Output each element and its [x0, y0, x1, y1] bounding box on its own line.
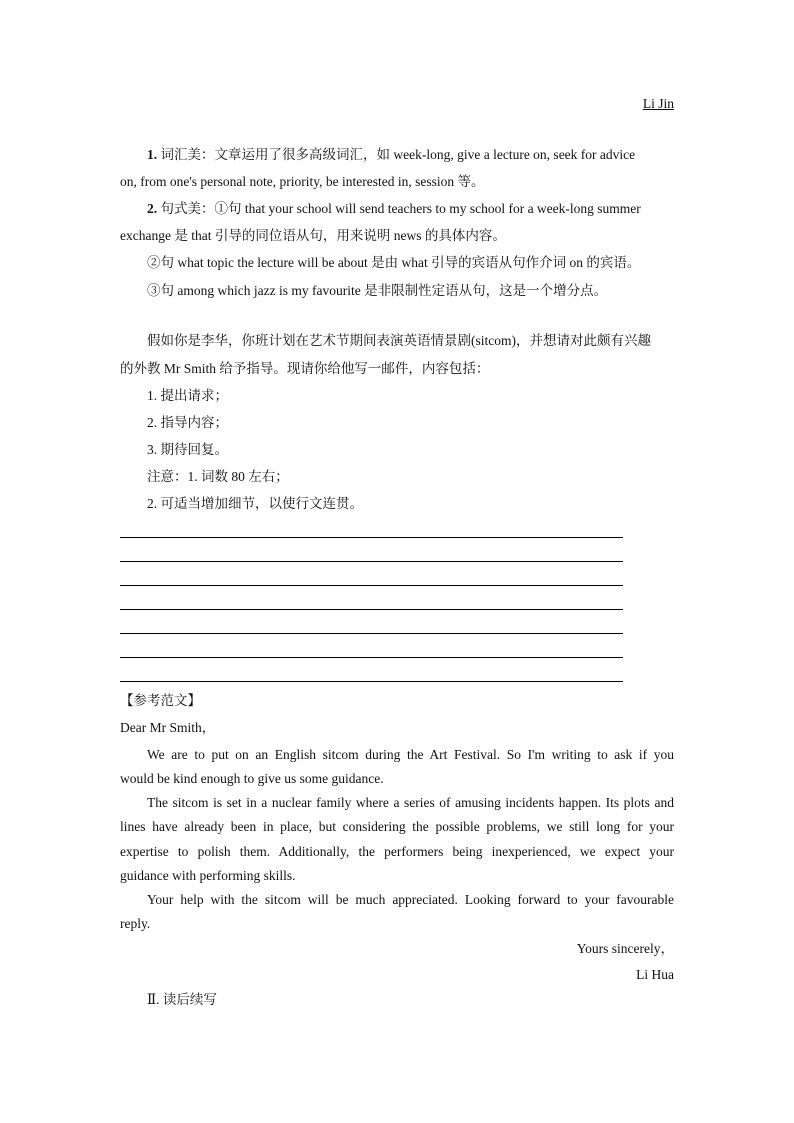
task-item-1: 1. 提出请求；	[147, 388, 228, 403]
answer-line[interactable]	[120, 633, 623, 634]
sample-body-line-2: would be kind enough to give us some guidance.	[120, 771, 384, 786]
author-name: Li Jin	[642, 96, 674, 111]
sample-body-line-5: expertise to polish them. Additionally, the performers being inexperienced, we expect your	[120, 844, 674, 859]
sample-body-line-3: The sitcom is set in a nuclear family where a series of amusing incidents happen. Its plots and	[147, 795, 674, 810]
sample-body-line-1: We are to put on an English sitcom during the Art Festival. So I'm writing to ask if you	[147, 747, 674, 762]
answer-line[interactable]	[120, 537, 623, 538]
task-intro-line-2: 的外教 Mr Smith 给予指导。现请你给他写一邮件，内容包括：	[120, 361, 490, 376]
analysis-point-2-label: 2.	[147, 201, 158, 216]
analysis-point-2-line-3: ②句 what topic the lecture will be about 是由 what 引导的宾语从句作介词 on 的宾语。	[147, 255, 641, 270]
sample-signature: Li Hua	[636, 967, 674, 982]
answer-line[interactable]	[120, 585, 623, 586]
answer-line[interactable]	[120, 681, 623, 682]
task-item-2: 2. 指导内容；	[147, 415, 228, 430]
answer-line[interactable]	[120, 561, 623, 562]
analysis-point-2-text: 句式美：①句 that your school will send teachers to my school for a week-long summer	[160, 201, 641, 216]
task-item-3: 3. 期待回复。	[147, 442, 228, 457]
answer-line[interactable]	[120, 609, 623, 610]
analysis-point-2-line-4: ③句 among which jazz is my favourite 是非限制性定语从句，这是一个增分点。	[147, 283, 608, 298]
sample-closing: Yours sincerely，	[576, 941, 674, 956]
analysis-point-1-line-1	[147, 146, 635, 164]
sample-body-line-6: guidance with performing skills.	[120, 868, 296, 883]
sample-body-line-7: Your help with the sitcom will be much appreciated. Looking forward to your favourable	[147, 892, 674, 907]
sample-body-line-8: reply.	[120, 916, 151, 931]
sample-salutation: Dear Mr Smith，	[120, 720, 216, 735]
analysis-point-2-line-1	[147, 200, 641, 218]
task-note-2: 2. 可适当增加细节，以使行文连贯。	[147, 496, 363, 511]
answer-line[interactable]	[120, 657, 623, 658]
analysis-point-1-text: 词汇美：文章运用了很多高级词汇，如 week-long, give a lecture on, seek for advice	[160, 147, 636, 162]
sample-body-line-4: lines have already been in place, but considering the possible problems, we still long for your	[120, 819, 674, 834]
task-intro-line-1: 假如你是李华，你班计划在艺术节期间表演英语情景剧(sitcom)，并想请对此颇有兴趣	[147, 333, 651, 348]
next-section-heading: Ⅱ. 读后续写	[147, 992, 217, 1007]
sample-heading: 【参考范文】	[120, 693, 201, 708]
analysis-point-1-line-2: on, from one's personal note, priority, be interested in, session 等。	[120, 174, 485, 189]
analysis-point-2-line-2: exchange 是 that 引导的同位语从句，用来说明 news 的具体内容。	[120, 228, 506, 243]
analysis-point-1-label: 1.	[147, 147, 158, 162]
task-note-1: 注意：1. 词数 80 左右；	[147, 469, 289, 484]
